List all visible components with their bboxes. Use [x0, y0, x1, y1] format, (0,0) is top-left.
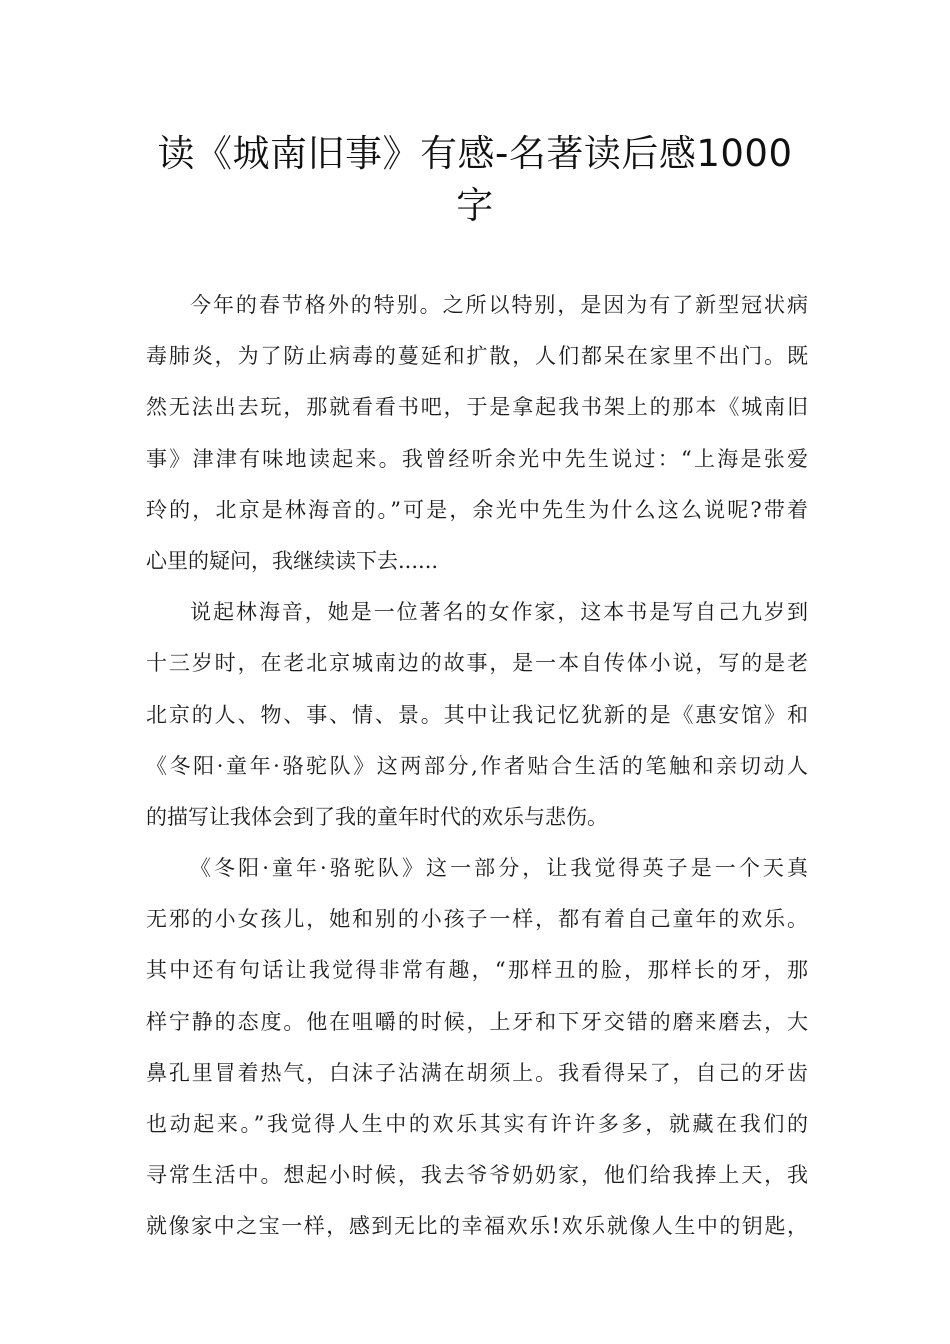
paragraph-2-line-4: 《冬阳·童年·骆驼队》这两部分,作者贴合生活的笔触和亲切动人: [146, 753, 808, 778]
paragraph-1-line-3: 然无法出去玩，那就看看书吧，于是拿起我书架上的那本《城南旧: [146, 395, 808, 420]
paragraph-1-line-5: 玲的，北京是林海音的。”可是，余光中先生为什么这么说呢?带着: [146, 497, 808, 522]
paragraph-2-line-3: 北京的人、物、事、情、景。其中让我记忆犹新的是《惠安馆》和: [146, 702, 808, 727]
paragraph-3-line-3: 其中还有句话让我觉得非常有趣，“那样丑的脸，那样长的牙，那: [146, 958, 808, 983]
document-body: [146, 280, 808, 1253]
paragraph-2-line-1: 说起林海音，她是一位著名的女作家，这本书是写自己九岁到: [190, 600, 808, 625]
document-title: [120, 128, 830, 232]
title-line-1: 读《城南旧事》有感-名著读后感1000: [157, 132, 793, 175]
paragraph-1-line-6: 心里的疑问，我继续读下去......: [146, 548, 439, 573]
paragraph-3-line-5: 鼻孔里冒着热气，白沫子沾满在胡须上。我看得呆了，自己的牙齿: [146, 1060, 808, 1085]
paragraph-3-line-7: 寻常生活中。想起小时候，我去爷爷奶奶家，他们给我捧上天，我: [146, 1163, 808, 1188]
paragraph-3-line-8: 就像家中之宝一样，感到无比的幸福欢乐!欢乐就像人生中的钥匙，: [146, 1214, 808, 1239]
paragraph-1-line-2: 毒肺炎，为了防止病毒的蔓延和扩散，人们都呆在家里不出门。既: [146, 344, 808, 369]
paragraph-3-line-2: 无邪的小女孩儿，她和别的小孩子一样，都有着自己童年的欢乐。: [146, 907, 808, 932]
paragraph-3-line-1: 《冬阳·童年·骆驼队》这一部分，让我觉得英子是一个天真: [190, 856, 808, 881]
paragraph-1-line-1: 今年的春节格外的特别。之所以特别，是因为有了新型冠状病: [190, 293, 808, 317]
paragraph-2-line-5: 的描写让我体会到了我的童年时代的欢乐与悲伤。: [146, 804, 608, 829]
paragraph-3-line-4: 样宁静的态度。他在咀嚼的时候，上牙和下牙交错的磨来磨去，大: [146, 1009, 808, 1034]
paragraph-1-line-4: 事》津津有味地读起来。我曾经听余光中先生说过：“上海是张爱: [146, 446, 808, 471]
paragraph-3-line-6: 也动起来。”我觉得人生中的欢乐其实有许许多多，就藏在我们的: [146, 1112, 808, 1136]
paragraph-2-line-2: 十三岁时，在老北京城南边的故事，是一本自传体小说，写的是老: [146, 651, 808, 676]
title-line-2: 字: [456, 184, 494, 227]
